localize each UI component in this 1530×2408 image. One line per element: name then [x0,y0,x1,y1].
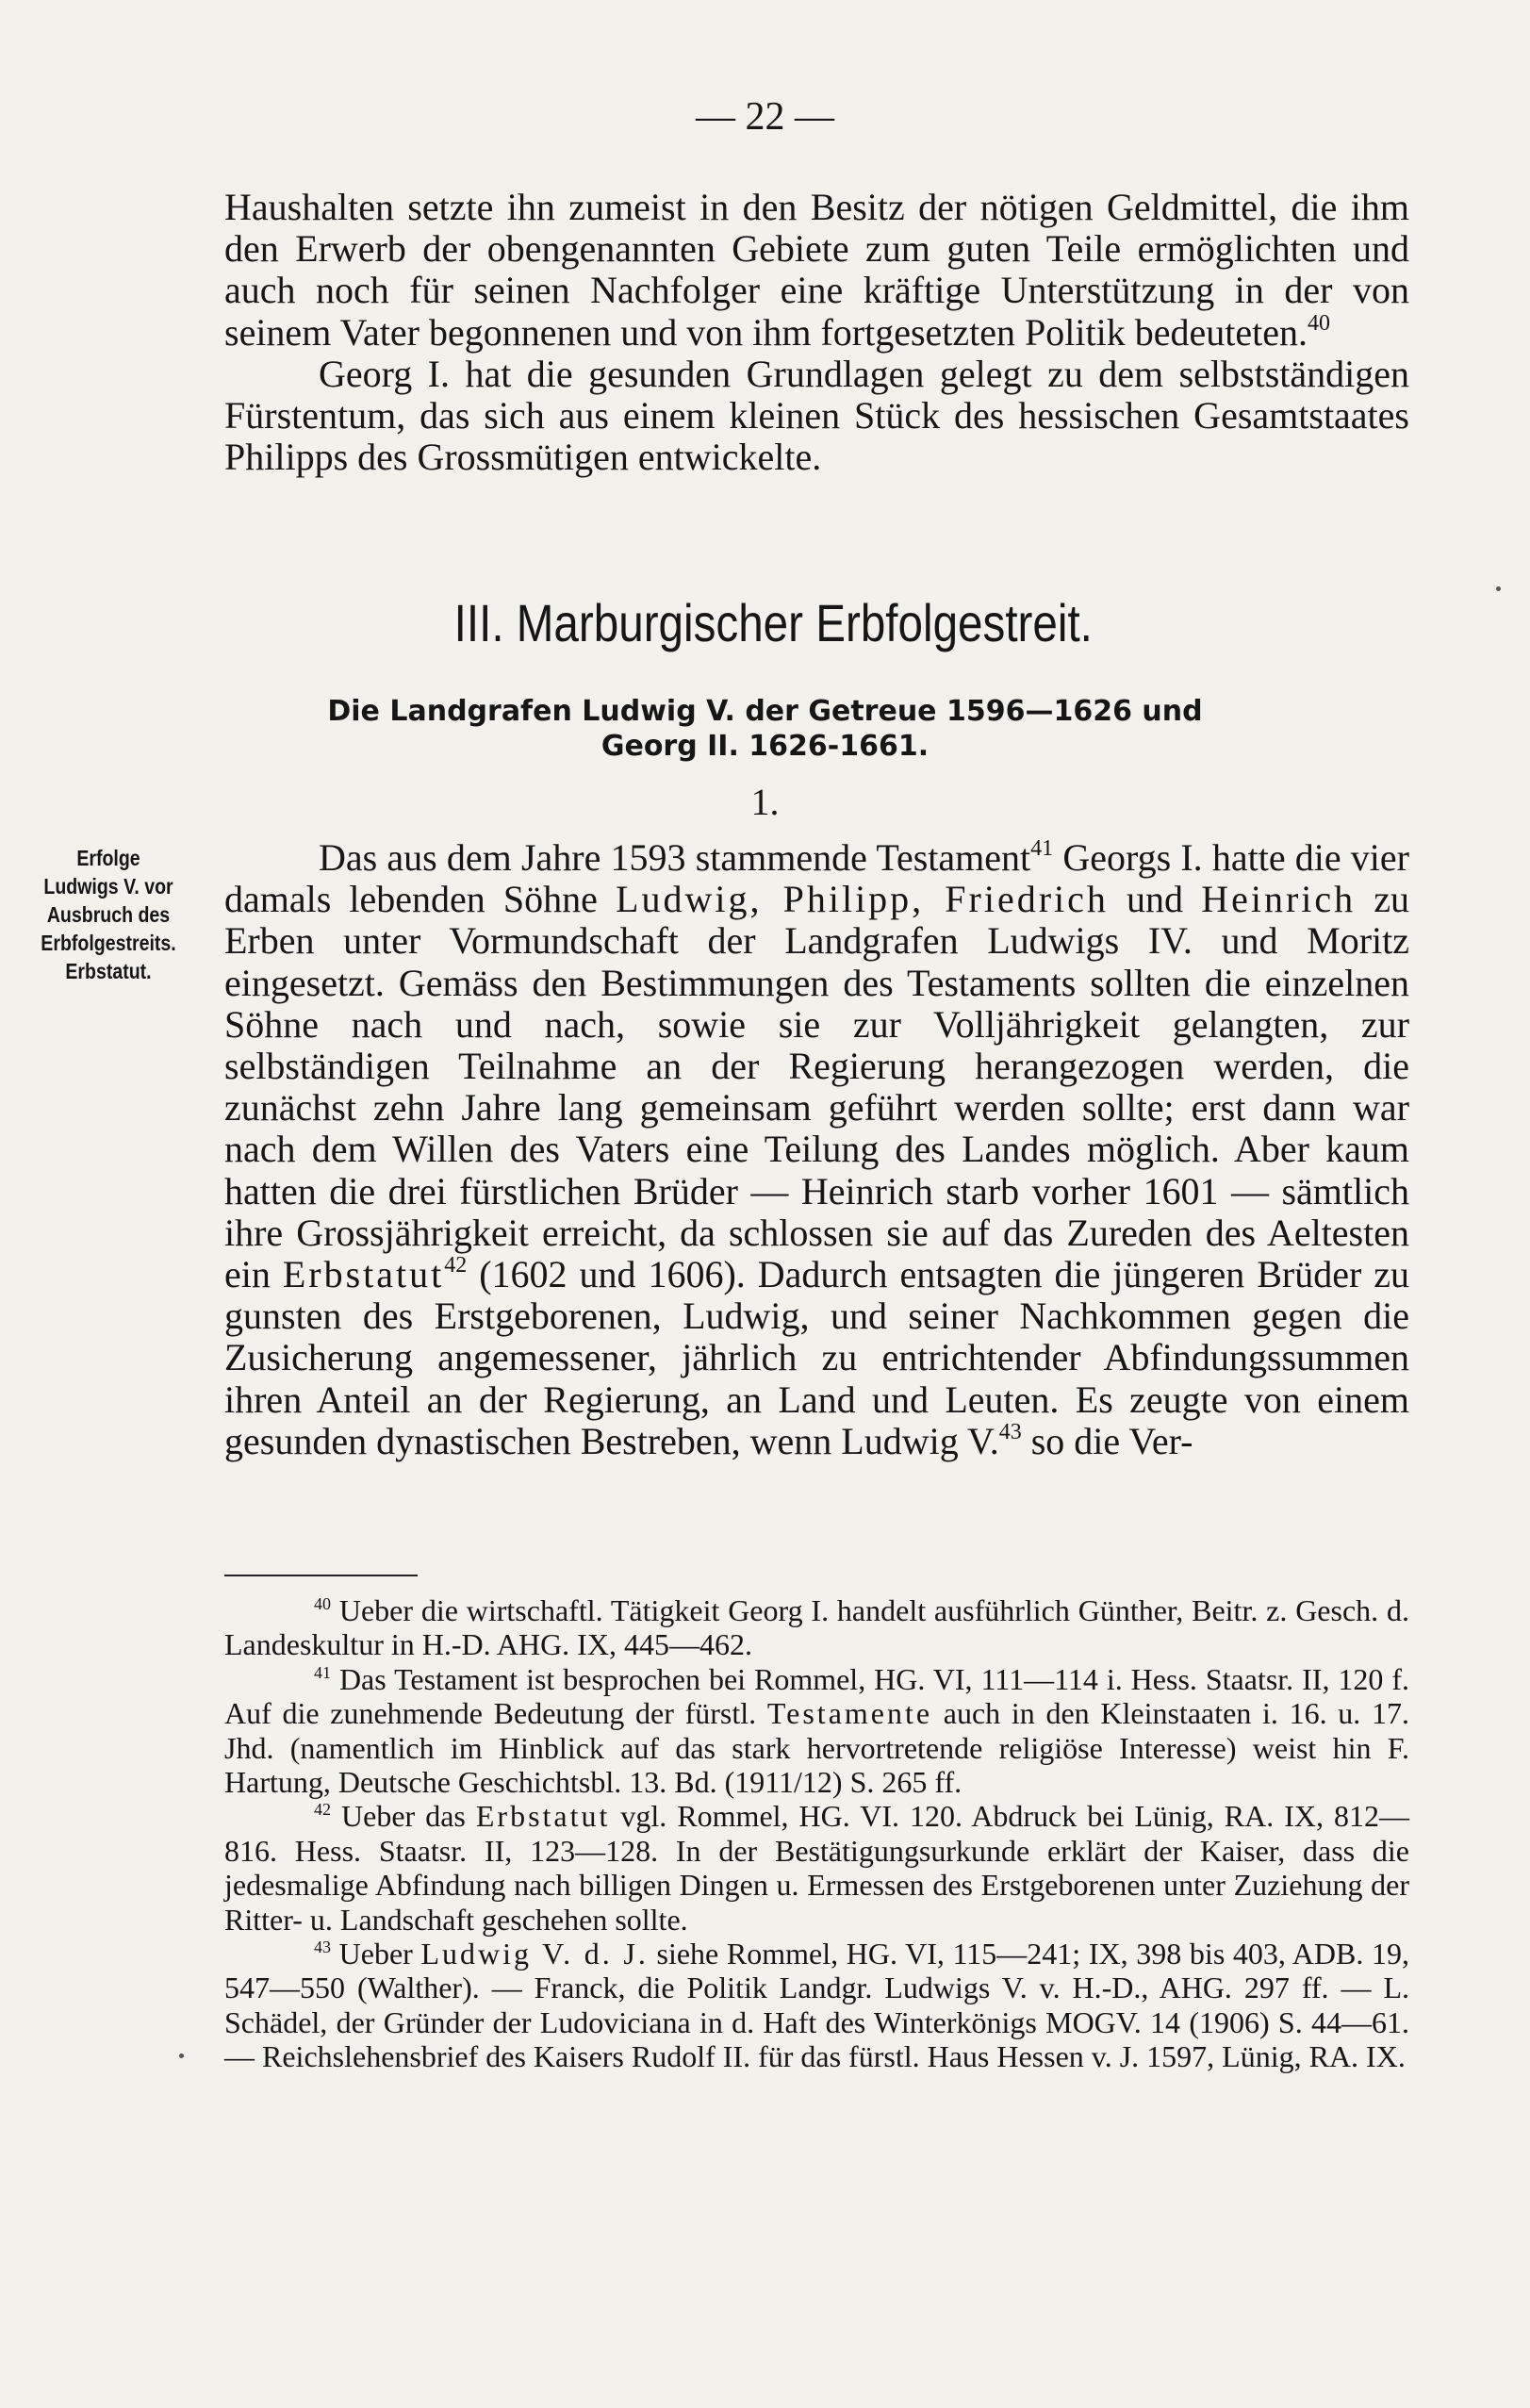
main-text-run: so die Ver- [1021,1419,1193,1462]
chapter-title: III. Marburgischer Erbfolgestreit. [453,593,1093,652]
footnote-spaced-term: Ludwig V. d. J. [420,1937,649,1971]
footnote-text: Ueber [331,1937,421,1971]
footnote-divider [224,1575,418,1576]
spaced-name: Heinrich [1201,878,1357,921]
chapter-subtitle-line-2: Georg II. 1626-1661. [600,730,930,763]
main-paragraph [224,837,1409,1462]
footnote-number: 41 [314,1662,331,1682]
chapter-subtitle [0,694,1530,764]
footnote-ref-43: 43 [998,1419,1022,1444]
footnote-text: auch in den Kleinstaaten i. 16. u. 17. Jhd. (namentlich im Hinblick auf das stark hervortretende religiöse Interesse) weist hin F. Hartung, Deutsche Geschichtsbl. 13. Bd. (1911/12) S. 265 ff. [224,1696,1410,1800]
intro-paragraph-1 [224,187,1409,354]
spaced-names: Ludwig, Philipp, Friedrich [616,878,1109,921]
main-text-run: und [1108,878,1202,921]
margin-note [25,844,193,985]
footnote-number: 43 [314,1938,331,1957]
footnote-number: 42 [314,1800,331,1820]
footnote-ref-41: 41 [1030,836,1054,861]
footnote-spaced-term: Testamente [766,1696,933,1731]
footnote-text: Ueber das [331,1799,476,1834]
main-text-run: Georgs I. hatte die vier damals lebenden Söhne [224,836,1409,921]
footnote-ref-40: 40 [1307,310,1330,336]
main-text [224,837,1409,1462]
footnote-text: siehe Rommel, HG. VI, 115—241; IX, 398 bis 403, ADB. 19, 547—550 (Walther). — Franck, die Politik Landgr. Ludwigs V. v. H.-D., AHG. 297 ff. — L. Schädel, der Gründer der Ludoviciana in d. Haft des Winterkönigs MOGV. 14 (1906) S. 44—61. — Reichslehensbrief des Kaisers Rudolf II. für das fürstl. Haus Hessen v. J. 1597, Lünig, RA. IX. [224,1937,1410,2074]
margin-note-line: Ludwigs V. vor [43,874,173,899]
footnote-text: Ueber die wirtschaftl. Tätigkeit Georg I. handelt ausführlich Günther, Beitr. z. Gesch. d. Landeskultur in H.-D. AHG. IX, 445—462. [224,1593,1409,1662]
margin-note-line: Erbstatut. [65,959,152,983]
footnote-number: 40 [314,1594,331,1613]
page-number: — 22 — [696,95,834,139]
intro-text [224,187,1409,478]
main-text-run: Das aus dem Jahre 1593 stammende Testament [319,836,1031,879]
main-text-run: (1602 und 1606). Dadurch entsagten die jüngeren Brüder zu gunsten des Erstgeborenen, Ludwig, und seiner Nachkommen gegen die Zusicherung angemessener, jährlich zu entrichtender Abfindungssummen ihren Anteil an der Regierung, an Land und Leuten. Es zeugte von einem gesunden dynastischen Bestreben, wenn Ludwig V. [224,1253,1410,1462]
footnote-ref-42: 42 [444,1253,468,1278]
footnote-text: vgl. Rommel, HG. VI. 120. Abdruck bei Lünig, RA. IX, 812—816. Hess. Staatsr. II, 123—128. In der Bestätigungsurkunde erklärt der Kaiser, dass die jedesmalige Abfindung nach billigen Dingen u. Ermessen des Erstgeborenen unter Zuziehung der Ritter- u. Landschaft geschehen sollte. [224,1799,1410,1937]
margin-note-line: Ausbruch des [46,902,171,927]
footnote-40 [224,1593,1409,1662]
intro-paragraph-1-text: Haushalten setzte ihn zumeist in den Besitz der nötigen Geldmittel, die ihm den Erwerb der obengenannten Gebiete zum guten Teile ermöglichten und auch noch für seinen Nachfolger eine kräftige Unterstützung in der von seinem Vater begonnenen und von ihm fortgesetzten Politik bedeuteten. [224,186,1409,354]
margin-note-line: Erbfolgestreits. [41,931,176,955]
paper-speck [1496,586,1501,591]
footnote-text: Das Testament ist besprochen bei Rommel, HG. VI, 111—114 i. Hess. Staatsr. II, 120 f. Auf die zunehmende Bedeutung der fürstl. [224,1661,1409,1731]
spaced-term-erbstatut: Erbstatut [282,1253,445,1296]
chapter-subtitle-line-1: Die Landgrafen Ludwig V. der Getreue 1596—1626 und [327,695,1203,728]
footnote-41 [224,1662,1409,1800]
margin-note-line: Erfolge [76,846,140,870]
footnote-43 [224,1937,1409,2074]
section-number: 1. [750,781,780,823]
footnote-spaced-term: Erbstatut [475,1799,611,1834]
footnote-42 [224,1799,1409,1937]
intro-paragraph-2: Georg I. hat die gesunden Grundlagen gelegt zu dem selbstständigen Fürstentum, das sich aus einem kleinen Stück des hessischen Gesamtstaates Philipps des Grossmütigen entwickelte. [224,352,1409,479]
footnotes [224,1593,1409,2074]
paper-speck [179,2053,184,2058]
main-text-run: zu Erben unter Vormundschaft der Landgrafen Ludwigs IV. und Moritz eingesetzt. Gemäss den Bestimmungen des Testaments sollten die einzelnen Söhne nach und nach, sowie sie zur Volljährigkeit gelangten, zur selbständigen Teilnahme an der Regierung herangezogen werden, die zunächst zehn Jahre lang gemeinsam geführt werden sollte; erst dann war nach dem Willen des Vaters eine Teilung des Landes möglich. Aber kaum hatten die drei fürstlichen Brüder — Heinrich starb vorher 1601 — sämtlich ihre Grossjährigkeit erreicht, da schlossen sie auf das Zureden des Aeltesten ein [224,878,1410,1296]
